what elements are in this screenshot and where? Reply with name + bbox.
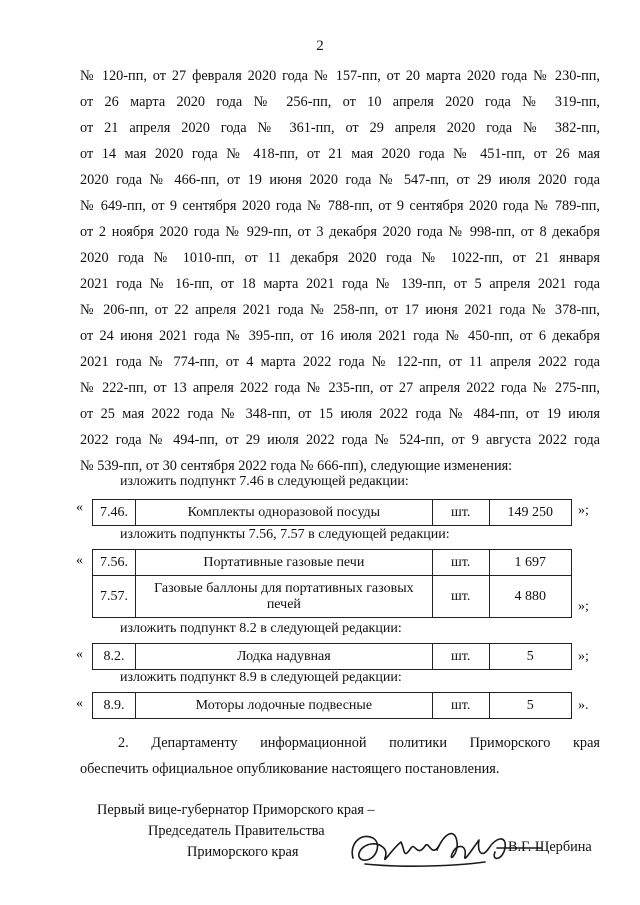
quote-close: ». [578,698,589,713]
body-line: 2022 года № 494-пп, от 29 июля 2022 года № 524-пп, от 9 августа 2022 года [80,432,600,448]
quote-open: « [76,553,83,568]
item-number: 7.56. [93,550,136,576]
items-table [92,499,572,526]
item-name: Моторы лодочные подвесные [135,693,432,719]
quote-close: »; [578,503,589,518]
item-number: 8.9. [93,693,136,719]
body-line: № 120-пп, от 27 февраля 2020 года № 157-пп, от 20 марта 2020 года № 230-пп, [80,68,600,84]
page-number: 2 [316,38,324,54]
item-quantity: 1 697 [489,550,571,576]
item-number: 7.46. [93,500,136,526]
closing-line: 2. Департаменту информационной политики Приморского края [118,735,600,751]
table-row [93,500,572,526]
table-row [93,576,572,618]
item-unit: шт. [432,550,489,576]
quote-open: « [76,500,83,515]
quote-close: »; [578,649,589,664]
quote-open: « [76,647,83,662]
item-number: 7.57. [93,576,136,618]
item-name: Комплекты одноразовой посуды [135,500,432,526]
quote-open: « [76,696,83,711]
body-line: 2020 года № 1010-пп, от 11 декабря 2020 года № 1022-пп, от 21 января [80,250,600,266]
body-line: от 2 ноября 2020 года № 929-пп, от 3 декабря 2020 года № 998-пп, от 8 декабря [80,224,600,240]
instruction-text: изложить подпункт 7.46 в следующей редакции: [120,474,409,489]
signatory-position: Первый вице-губернатор Приморского края – [97,802,375,818]
item-quantity: 5 [489,644,571,670]
body-line: от 26 марта 2020 года № 256-пп, от 10 апреля 2020 года № 319-пп, [80,94,600,110]
body-line: от 21 апреля 2020 года № 361-пп, от 29 апреля 2020 года № 382-пп, [80,120,600,136]
closing-line: обеспечить официальное опубликование настоящего постановления. [80,761,500,777]
body-line: от 14 мая 2020 года № 418-пп, от 21 мая 2020 года № 451-пп, от 26 мая [80,146,600,162]
item-name: Портативные газовые печи [135,550,432,576]
body-line: № 222-пп, от 13 апреля 2022 года № 235-пп, от 27 апреля 2022 года № 275-пп, [80,380,600,396]
body-line: 2021 года № 774-пп, от 4 марта 2022 года № 122-пп, от 11 апреля 2022 года [80,354,600,370]
table-row [93,550,572,576]
item-quantity: 4 880 [489,576,571,618]
body-line: 2020 года № 466-пп, от 19 июня 2020 года № 547-пп, от 29 июля 2020 года [80,172,600,188]
item-name: Газовые баллоны для портативных газовых печей [135,576,432,618]
quote-close: »; [578,599,589,614]
body-line: № 539-пп, от 30 сентября 2022 года № 666-пп), следующие изменения: [80,458,513,474]
body-line: № 649-пп, от 9 сентября 2020 года № 788-пп, от 9 сентября 2020 года № 789-пп, [80,198,600,214]
item-unit: шт. [432,693,489,719]
items-table [92,692,572,719]
item-quantity: 5 [489,693,571,719]
item-number: 8.2. [93,644,136,670]
item-unit: шт. [432,644,489,670]
item-unit: шт. [432,500,489,526]
instruction-text: изложить подпункт 8.9 в следующей редакции: [120,670,402,685]
signatory-position: Председатель Правительства [148,823,325,839]
body-line: от 25 мая 2022 года № 348-пп, от 15 июля 2022 года № 484-пп, от 19 июля [80,406,600,422]
item-name: Лодка надувная [135,644,432,670]
item-unit: шт. [432,576,489,618]
items-table [92,643,572,670]
instruction-text: изложить подпункт 8.2 в следующей редакции: [120,621,402,636]
signatory-position: Приморского края [187,844,299,860]
signatory-name: В.Г. Щербина [508,839,592,855]
item-quantity: 149 250 [489,500,572,526]
items-table [92,549,572,618]
body-line: от 24 июня 2021 года № 395-пп, от 16 июля 2021 года № 450-пп, от 6 декабря [80,328,600,344]
table-row [93,644,572,670]
body-line: 2021 года № 16-пп, от 18 марта 2021 года № 139-пп, от 5 апреля 2021 года [80,276,600,292]
instruction-text: изложить подпункты 7.56, 7.57 в следующей редакции: [120,527,450,542]
table-row [93,693,572,719]
body-line: № 206-пп, от 22 апреля 2021 года № 258-пп, от 17 июня 2021 года № 378-пп, [80,302,600,318]
